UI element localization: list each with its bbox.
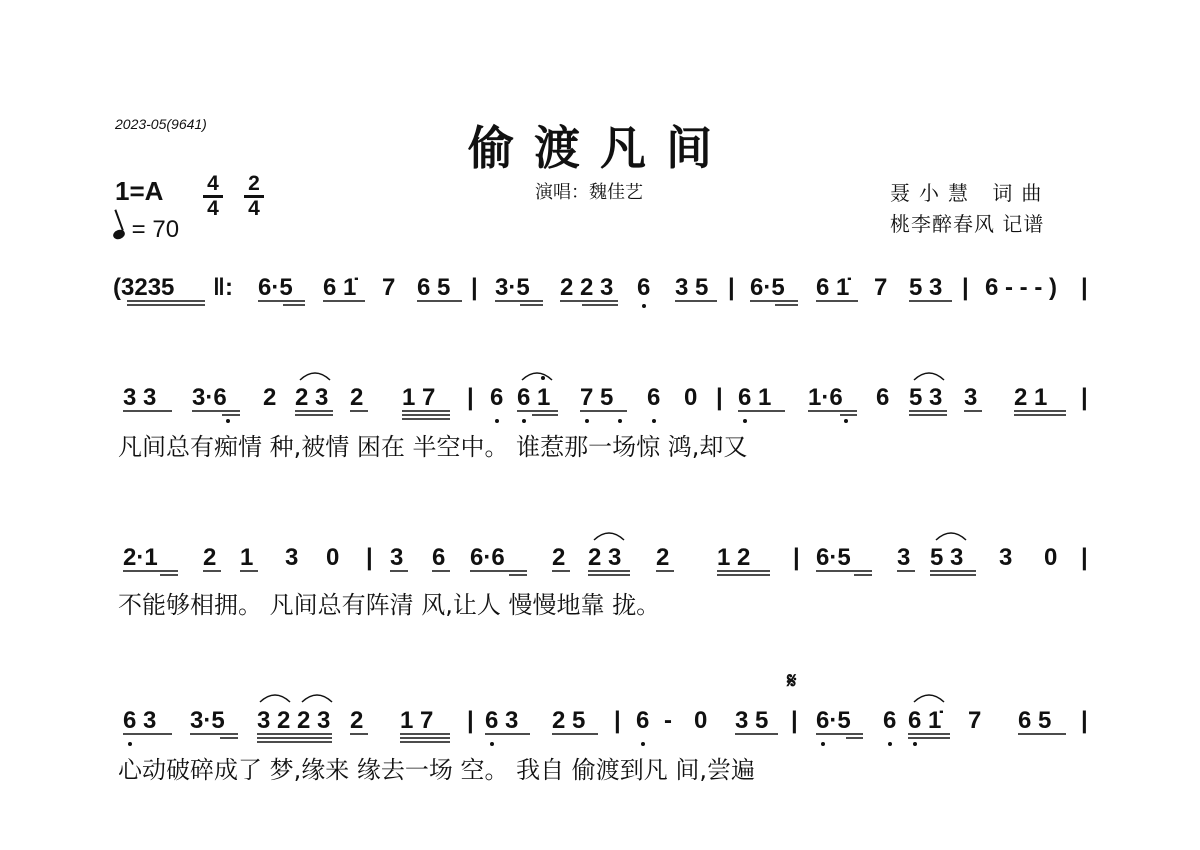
notation-group: 2 3	[588, 544, 622, 571]
notation-group: 5 3	[909, 384, 943, 411]
notation-group: 2 2 3	[560, 274, 614, 301]
document-id: 2023-05(9641)	[115, 116, 207, 132]
notation-group: 1	[240, 544, 254, 571]
notation-group: 3 2 2 3	[257, 707, 331, 734]
notation-group: 6 1	[517, 384, 551, 411]
barline: |	[467, 707, 474, 734]
notation-group: 6	[883, 707, 897, 734]
notation-group: 7	[874, 274, 888, 301]
barline: |	[1081, 274, 1088, 301]
notation-group: 2·1	[123, 544, 158, 571]
notation-group: 7 5	[580, 384, 614, 411]
notation-group: 2 1	[1014, 384, 1048, 411]
notation-group: 6	[876, 384, 890, 411]
notation-group: 6 5	[1018, 707, 1052, 734]
notation-group: 0	[684, 384, 698, 411]
key-signature: 1=A	[115, 176, 164, 206]
notation-group: 5 3	[909, 274, 943, 301]
barline: |	[716, 384, 723, 411]
notation-group: 6 5	[417, 274, 451, 301]
notation-group: 2	[656, 544, 670, 571]
staff-row-1	[118, 373, 1088, 461]
barline: |	[962, 274, 969, 301]
barline: |	[728, 274, 735, 301]
notation-group: 7	[968, 707, 982, 734]
notation-group: 3 5	[675, 274, 709, 301]
lyric-line: 不能够相拥。 凡间总有阵清 风,让人 慢慢地靠 拢。	[118, 591, 661, 619]
notation-group: 2	[203, 544, 217, 571]
notation-group: 0	[1044, 544, 1058, 571]
notation-group: -	[664, 707, 672, 734]
barline: |	[614, 707, 621, 734]
staff-row-intro	[113, 274, 1088, 308]
notation-group: 2	[350, 384, 364, 411]
singer-credit: 演唱：魏佳艺	[535, 182, 643, 203]
notation-group: 6 - - - )	[985, 274, 1057, 301]
notation-group: 1 7	[400, 707, 434, 734]
segno-sign: 𝄋	[787, 668, 797, 693]
notation-group: 6·5	[750, 274, 785, 301]
notation-group: 6 3	[485, 707, 519, 734]
notation-group: 2 3	[295, 384, 329, 411]
barline: |	[793, 544, 800, 571]
notation-group: 6·5	[816, 707, 851, 734]
notation-group: 3·5	[495, 274, 530, 301]
barline: |	[471, 274, 478, 301]
notation-group: 3	[964, 384, 978, 411]
notation-group: 7	[382, 274, 396, 301]
notation-group: 2	[552, 544, 566, 571]
barline: |	[1081, 384, 1088, 411]
notation-group: 6	[490, 384, 504, 411]
notation-group: 0	[694, 707, 708, 734]
tempo-value: = 70	[131, 216, 180, 243]
notation-group: 2 5	[552, 707, 586, 734]
lyric-line: 凡间总有痴情 种,被情 困在 半空中。 谁惹那一场惊 鸿,却又	[118, 433, 748, 461]
notation-group: 6 3	[123, 707, 157, 734]
notation-group: 2	[350, 707, 364, 734]
notation-group: 3	[999, 544, 1013, 571]
notation-group: 3·5	[190, 707, 225, 734]
notation-group: 6	[432, 544, 446, 571]
barline: |	[1081, 544, 1088, 571]
time-sig-denominator: 4	[207, 197, 219, 220]
notation-group: 6·5	[258, 274, 293, 301]
composer-credit: 聂小慧 词曲	[890, 181, 1051, 205]
barline: |	[366, 544, 373, 571]
notation-group: 3	[897, 544, 911, 571]
barline: |	[1081, 707, 1088, 734]
notation-group: 6	[647, 384, 661, 411]
notation-group: 3·6	[192, 384, 227, 411]
staff-row-2	[118, 533, 1088, 619]
barline: |	[791, 707, 798, 734]
notation-group: 3	[390, 544, 404, 571]
repeat-start-sign: ‖:	[213, 274, 233, 301]
notation-group: 6·5	[816, 544, 851, 571]
time-sig-numerator: 2	[248, 172, 260, 195]
notation-group: 6 1̇	[323, 274, 357, 301]
barline: |	[467, 384, 474, 411]
notation-group: 3 5	[735, 707, 769, 734]
notation-group: 6	[636, 707, 650, 734]
notation-group: 0	[326, 544, 340, 571]
staff-row-3	[118, 668, 1088, 784]
notation-group: 6 1̇	[816, 274, 850, 301]
notation-group: 1 2	[717, 544, 751, 571]
time-sig-numerator: 4	[207, 172, 219, 195]
notation-group: 6·6	[470, 544, 505, 571]
song-title: 偷渡凡间	[468, 121, 732, 175]
notation-group: 6 1	[738, 384, 772, 411]
time-sig-denominator: 4	[248, 197, 260, 220]
transcriber-credit: 桃李醉春风 记谱	[890, 212, 1045, 236]
notation-group: 6	[637, 274, 651, 301]
notation-group: 3 3	[123, 384, 157, 411]
notation-group: 2	[263, 384, 277, 411]
notation-group: 1 7	[402, 384, 436, 411]
notation-group: 6 1̇	[908, 707, 942, 734]
notation-group: 1·6	[808, 384, 843, 411]
lyric-line: 心动破碎成了 梦,缘来 缘去一场 空。 我自 偷渡到凡 间,尝遍	[118, 756, 756, 784]
notation-group: (3235	[113, 274, 175, 301]
notation-group: 3	[285, 544, 299, 571]
notation-group: 5 3	[930, 544, 964, 571]
